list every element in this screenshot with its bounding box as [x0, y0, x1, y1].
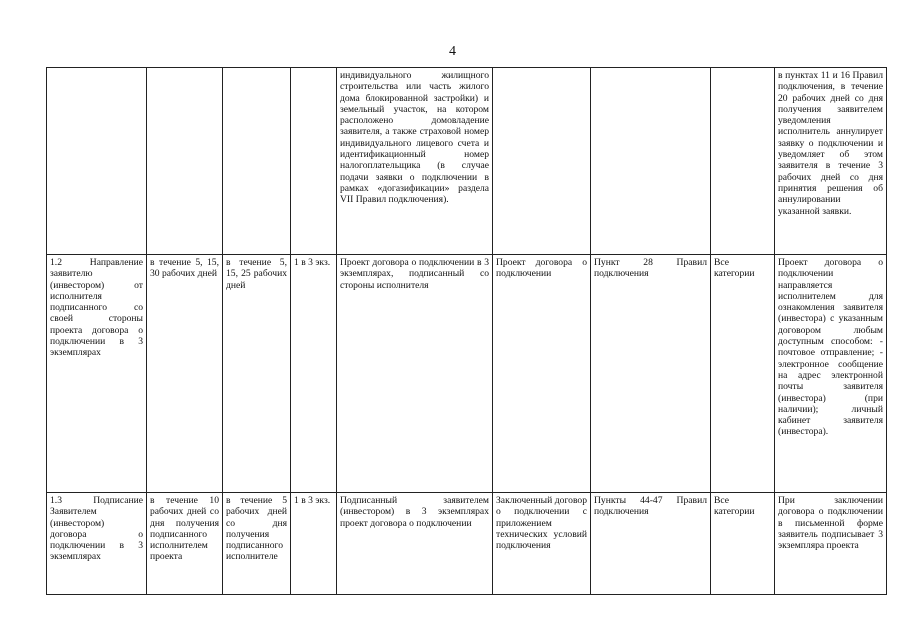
basis-cell: Пункты 44-47 Правил подключения	[591, 493, 711, 595]
copies-cell	[291, 68, 337, 255]
term-legal-cell	[223, 68, 291, 255]
category-cell: Все категории	[711, 493, 775, 595]
note-cell: Проект договора о подключении направляется исполнителем для ознакомления заявителя (инвестора) с указанным договором любым доступным способом: - почтовое отправление; - электронное сообщение на адрес электронной почты заявителя (инвестора) (при наличии); личный кабинет заявителя (инвестора).	[775, 255, 887, 493]
note-cell: При заключении договора о подключении в письменной форме заявитель подписывает 3 экземпляра проекта	[775, 493, 887, 595]
step-cell: 1.3 Подписание Заявителем (инвестором) договора о подключении в 3 экземплярах	[47, 493, 147, 595]
category-cell: Все категории	[711, 255, 775, 493]
basis-cell	[591, 68, 711, 255]
term-physical-cell	[147, 68, 223, 255]
content-cell: Проект договора о подключении в 3 экземплярах, подписанный со стороны исполнителя	[337, 255, 493, 493]
basis-cell: Пункт 28 Правил подключения	[591, 255, 711, 493]
table-row	[47, 493, 887, 595]
term-physical-cell: в течение 10 рабочих дней со дня получения подписанного исполнителем проекта	[147, 493, 223, 595]
content-cell: Подписанный заявителем (инвестором) в 3 экземплярах проект договора о подключении	[337, 493, 493, 595]
table-row	[47, 68, 887, 255]
result-cell: Проект договора о подключении	[493, 255, 591, 493]
term-legal-cell: в течение 5, 15, 25 рабочих дней	[223, 255, 291, 493]
copies-cell: 1 в 3 экз.	[291, 255, 337, 493]
content-cell: индивидуального жилищного строительства или часть жилого дома блокированной застройки) и земельный участок, на котором расположено домовладение заявителя, а также страховой номер индивидуального лицевого счета и идентификационный номер налогоплательщика (в случае подачи заявки о подключении в рамках «догазификации» раздела VII Правил подключения).	[337, 68, 493, 255]
procedure-table	[46, 67, 887, 595]
term-legal-cell: в течение 5 рабочих дней со дня получения подписанного исполнителе	[223, 493, 291, 595]
page-number: 4	[449, 44, 456, 59]
result-cell: Заключенный договор о подключении с приложением технических условий подключения	[493, 493, 591, 595]
term-physical-cell: в течение 5, 15, 30 рабочих дней	[147, 255, 223, 493]
table-row	[47, 255, 887, 493]
result-cell	[493, 68, 591, 255]
note-cell: в пунктах 11 и 16 Правил подключения, в течение 20 рабочих дней со дня получения заявителем уведомления исполнитель аннулирует заявку о подключении и уведомляет об этом заявителя в течение 3 рабочих дней со дня принятия решения об аннулировании указанной заявки.	[775, 68, 887, 255]
step-cell	[47, 68, 147, 255]
copies-cell: 1 в 3 экз.	[291, 493, 337, 595]
category-cell	[711, 68, 775, 255]
step-cell: 1.2 Направление заявителю (инвестором) от исполнителя подписанного со своей стороны проекта договора о подключении в 3 экземплярах	[47, 255, 147, 493]
